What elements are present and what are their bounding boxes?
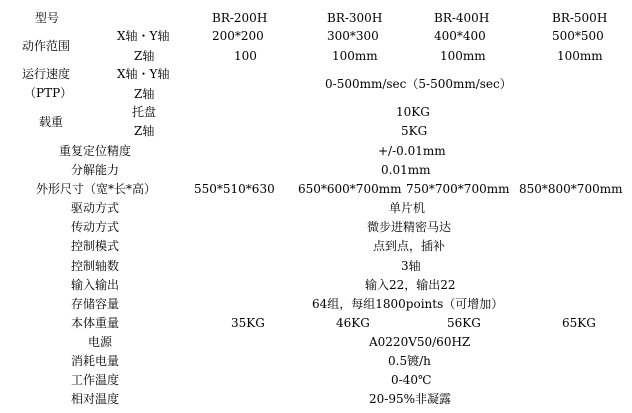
load-tray: 托盘	[132, 105, 157, 119]
storage-value: 64组，每组1800points（可增加）	[312, 297, 504, 311]
weight-label: 本体重量	[71, 316, 120, 330]
load-axis-z: Z轴	[134, 124, 155, 138]
speed-axis-z: Z轴	[134, 87, 155, 101]
dimensions-value: 650*600*700mm	[298, 182, 402, 196]
drive-label: 驱动方式	[71, 201, 120, 215]
range-z-value: 100mm	[332, 49, 378, 63]
weight-value: 46KG	[336, 316, 370, 330]
control-axes-label: 控制轴数	[71, 259, 120, 273]
repeatability-label: 重复定位精度	[59, 144, 132, 158]
humidity-value: 20-95%非凝露	[369, 392, 451, 406]
dimensions-value: 750*700*700mm	[406, 182, 510, 196]
range-axis-z: Z轴	[134, 49, 155, 63]
header-label: 型号	[35, 11, 60, 25]
power-label: 电源	[88, 335, 113, 349]
model-br-500h: BR-500H	[552, 11, 608, 25]
consumption-value: 0.5镀/h	[388, 354, 431, 368]
storage-label: 存储容量	[71, 297, 120, 311]
io-value: 输入22，输出22	[365, 278, 456, 292]
weight-value: 35KG	[231, 316, 265, 330]
resolution-value: 0.01mm	[381, 163, 431, 177]
range-xy-value: 400*400	[434, 29, 486, 43]
weight-value: 65KG	[562, 316, 596, 330]
speed-value: 0-500mm/sec（5-500mm/sec）	[325, 77, 512, 91]
humidity-label: 相对温度	[71, 392, 120, 406]
model-br-300h: BR-300H	[327, 11, 383, 25]
temperature-label: 工作温度	[71, 373, 120, 387]
temperature-value: 0-40℃	[391, 373, 432, 387]
weight-value: 56KG	[447, 316, 481, 330]
transmission-value: 微步进精密马达	[367, 220, 452, 234]
range-label: 动作范围	[22, 39, 71, 53]
dimensions-label: 外形尺寸（宽*长*高）	[36, 182, 157, 196]
resolution-label: 分解能力	[71, 163, 120, 177]
drive-value: 单片机	[389, 201, 426, 215]
control-axes-value: 3轴	[401, 259, 421, 273]
control-mode-label: 控制模式	[71, 239, 120, 253]
model-br-400h: BR-400H	[434, 11, 490, 25]
dimensions-value: 850*800*700mm	[519, 182, 623, 196]
control-mode-value: 点到点，插补	[373, 239, 446, 253]
transmission-label: 传动方式	[71, 220, 120, 234]
dimensions-value: 550*510*630	[194, 182, 275, 196]
range-xy-value: 500*500	[552, 29, 604, 43]
load-label: 载重	[39, 115, 64, 129]
speed-axis-xy: X轴・Y轴	[117, 67, 170, 81]
repeatability-value: +/-0.01mm	[378, 144, 446, 158]
range-xy-value: 200*200	[212, 29, 264, 43]
speed-label: 运行速度	[22, 67, 71, 81]
load-tray-value: 10KG	[396, 105, 430, 119]
range-axis-xy: X轴・Y轴	[117, 29, 170, 43]
range-z-value: 100mm	[440, 49, 486, 63]
io-label: 输入输出	[71, 278, 120, 292]
power-value: A0220V50/60HZ	[369, 335, 471, 349]
speed-sub-label: （PTP）	[24, 86, 73, 100]
model-br-200h: BR-200H	[212, 11, 268, 25]
range-z-value: 100	[234, 49, 257, 63]
consumption-label: 消耗电量	[71, 354, 120, 368]
range-xy-value: 300*300	[327, 29, 379, 43]
range-z-value: 100mm	[557, 49, 603, 63]
load-z-value: 5KG	[401, 124, 428, 138]
